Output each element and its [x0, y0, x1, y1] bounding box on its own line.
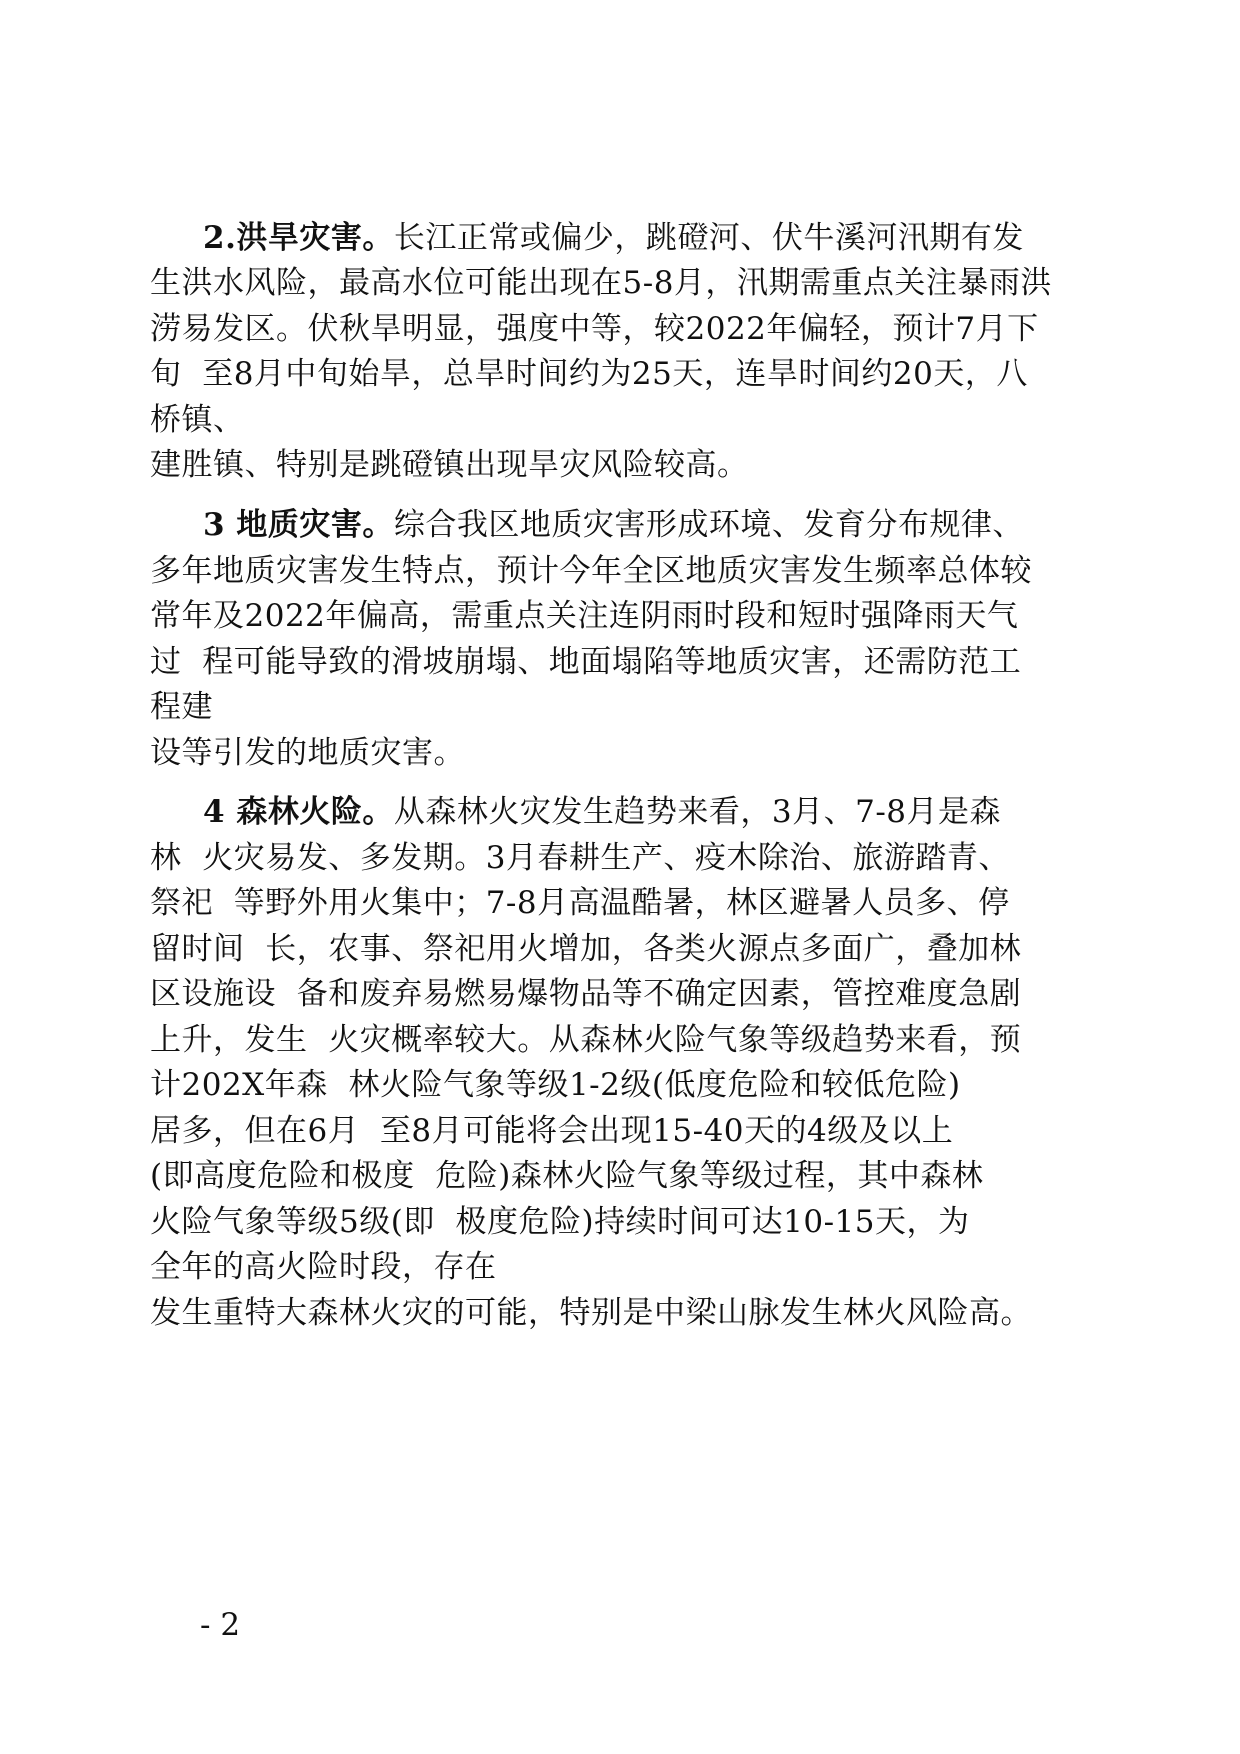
paragraph-line: 区设施设 备和废弃易燃易爆物品等不确定因素，管控难度急剧 [150, 976, 1022, 1012]
paragraph-line: 过 程可能导致的滑坡崩塌、地面塌陷等地质灾害，还需防范工 [150, 644, 1022, 680]
paragraph-line: 计202X年森 林火险气象等级1-2级(低度危险和较低危险) [150, 1067, 961, 1103]
paragraph-line: 旬 至8月中旬始旱，总旱时间约为25天，连旱时间约20天，八 [150, 356, 1028, 392]
paragraph-line: 全年的高火险时段，存在 [150, 1249, 497, 1285]
paragraph-line: 祭祀 等野外用火集中；7-8月高温酷暑，林区避暑人员多、停 [150, 885, 1010, 921]
paragraph-line: 留时间 长，农事、祭祀用火增加，各类火源点多面广，叠加林 [150, 931, 1022, 967]
paragraph-line: 桥镇、 [150, 402, 245, 438]
paragraph-line: 涝易发区。伏秋旱明显，强度中等，较2022年偏轻，预计7月下 [150, 311, 1039, 347]
section-heading: 2.洪旱灾害。 [203, 220, 394, 256]
paragraph-line: 居多，但在6月 至8月可能将会出现15-40天的4级及以上 [150, 1113, 954, 1149]
section-heading: 3 地质灾害。 [203, 507, 394, 543]
paragraph-line: 建胜镇、特别是跳磴镇出现旱灾风险较高。 [150, 447, 749, 483]
paragraph-line: 4 森林火险。从森林火灾发生趋势来看，3月、7-8月是森 [203, 794, 1002, 830]
paragraph-line: 程建 [150, 689, 213, 725]
page-number: - 2 [200, 1607, 241, 1643]
paragraph-line: 生洪水风险，最高水位可能出现在5-8月，汛期需重点关注暴雨洪 [150, 265, 1052, 301]
paragraph-line: (即高度危险和极度 危险)森林火险气象等级过程，其中森林 [150, 1158, 984, 1194]
paragraph-line: 2.洪旱灾害。长江正常或偏少，跳磴河、伏牛溪河汛期有发 [203, 220, 1024, 256]
paragraph-line: 3 地质灾害。综合我区地质灾害形成环境、发育分布规律、 [203, 507, 1024, 543]
section-heading: 4 森林火险。 [203, 794, 394, 830]
paragraph-line: 上升，发生 火灾概率较大。从森林火险气象等级趋势来看，预 [150, 1022, 1022, 1058]
paragraph-line: 发生重特大森林火灾的可能，特别是中梁山脉发生林火风险高。 [150, 1295, 1032, 1331]
paragraph-line: 设等引发的地质灾害。 [150, 735, 465, 771]
paragraph-line: 火险气象等级5级(即 极度危险)持续时间可达10-15天，为 [150, 1204, 970, 1240]
paragraph-line: 常年及2022年偏高，需重点关注连阴雨时段和短时强降雨天气 [150, 598, 1019, 634]
paragraph-line: 林 火灾易发、多发期。3月春耕生产、疫木除治、旅游踏青、 [150, 840, 1010, 876]
paragraph-line: 多年地质灾害发生特点，预计今年全区地质灾害发生频率总体较 [150, 553, 1032, 589]
